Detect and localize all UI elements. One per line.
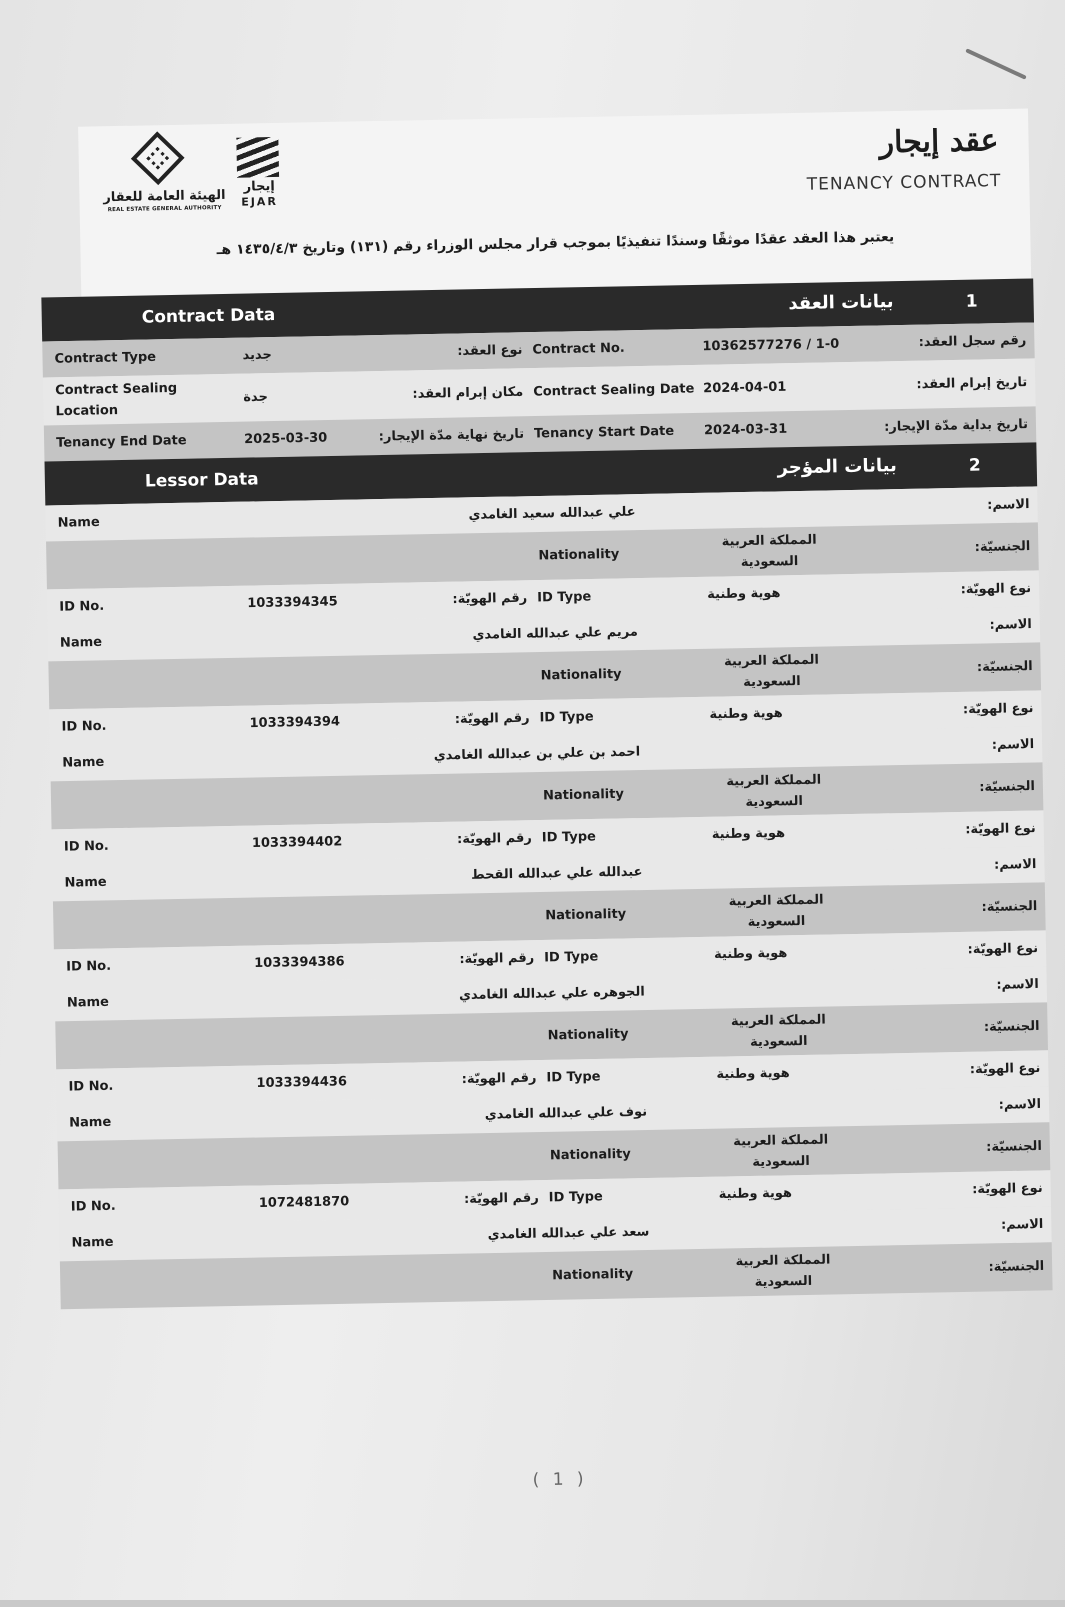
id-type-label-ar: نوع الهويّة: bbox=[967, 940, 1039, 958]
ejar-emblem-icon bbox=[236, 137, 279, 178]
section-title-en: Lessor Data bbox=[144, 469, 259, 492]
nationality-label-en: Nationality bbox=[549, 1146, 631, 1164]
field-value: جدة bbox=[243, 389, 269, 406]
page-number: ( 1 ) bbox=[532, 1469, 588, 1491]
field-label-en: Tenancy Start Date bbox=[533, 423, 675, 442]
nationality-label-ar: الجنسيّة: bbox=[976, 659, 1033, 676]
id-type-label-en: ID Type bbox=[548, 1189, 603, 1206]
id-no-label-ar: رقم الهويّة: bbox=[459, 950, 535, 968]
id-type-label-en: ID Type bbox=[537, 589, 592, 606]
contract-page bbox=[38, 108, 1058, 1607]
lessor-id-number: 1033394386 bbox=[254, 954, 345, 972]
id-type-label-ar: نوع الهويّة: bbox=[965, 821, 1036, 838]
lessor-nationality: المملكة العربية السعودية bbox=[723, 652, 820, 691]
lessor-nationality: المملكة العربية السعودية bbox=[721, 532, 817, 571]
id-no-label-ar: رقم الهويّة: bbox=[461, 1070, 537, 1088]
id-type-label-ar: نوع الهويّة: bbox=[972, 1180, 1043, 1198]
lessor-name: نوف علي عبدالله الغامدي bbox=[484, 1104, 648, 1123]
nationality-label-ar: الجنسيّة: bbox=[988, 1258, 1045, 1275]
nationality-label-en: Nationality bbox=[538, 546, 620, 564]
id-no-label-en: ID No. bbox=[59, 598, 105, 615]
name-label-en: Name bbox=[57, 514, 100, 531]
nationality-label-ar: الجنسيّة: bbox=[986, 1138, 1042, 1156]
id-type-label-en: ID Type bbox=[546, 1069, 601, 1086]
ejar-logo bbox=[228, 137, 289, 214]
name-label-en: Name bbox=[71, 1234, 114, 1251]
id-no-label-en: ID No. bbox=[66, 958, 112, 975]
lessor-id-type: هوية وطنية bbox=[713, 945, 788, 963]
field-label-en: Contract Sealing Date bbox=[533, 381, 695, 400]
name-label-en: Name bbox=[64, 874, 107, 891]
ejar-name-ar: إيجار bbox=[243, 178, 275, 195]
field-label-ar: مكان إبرام العقد: bbox=[412, 384, 524, 402]
field-value: 2024-03-31 bbox=[703, 421, 788, 439]
contract-table bbox=[41, 278, 1052, 1309]
id-no-label-ar: رقم الهويّة: bbox=[454, 710, 530, 728]
nationality-label-ar: الجنسيّة: bbox=[974, 539, 1031, 556]
field-label-en: Tenancy End Date bbox=[56, 433, 187, 451]
rega-name-en: REAL ESTATE GENERAL AUTHORITY bbox=[107, 205, 222, 214]
name-label-ar: الاسم: bbox=[987, 497, 1030, 513]
lessor-id-type: هوية وطنية bbox=[711, 825, 786, 843]
nationality-label-en: Nationality bbox=[552, 1266, 634, 1284]
id-no-label-en: ID No. bbox=[70, 1198, 116, 1215]
nationality-label-en: Nationality bbox=[547, 1026, 629, 1044]
lessor-nationality: المملكة العربية السعودية bbox=[730, 1012, 826, 1051]
nationality-label-ar: الجنسيّة: bbox=[981, 898, 1038, 916]
lessor-list bbox=[45, 486, 1052, 1309]
document-title-ar: عقد إيجار bbox=[879, 123, 999, 161]
id-type-label-ar: نوع الهويّة: bbox=[969, 1060, 1041, 1078]
lessor-id-number: 1072481870 bbox=[258, 1194, 350, 1211]
lessor-name: الجوهره علي عبدالله الغامدي bbox=[458, 984, 645, 1004]
name-label-en: Name bbox=[62, 754, 105, 771]
nationality-label-en: Nationality bbox=[542, 786, 625, 804]
field-label-en: Contract No. bbox=[532, 340, 625, 358]
legal-note: يعتبر هذا العقد عقدًا موثقًا وسندًا تنفيذيًا بموجب قرار مجلس الوزراء رقم (١٣١) وتاريخ ١٤٣٥/٤/٣ هـ bbox=[216, 229, 895, 259]
lessor-nationality: المملكة العربية السعودية bbox=[733, 1132, 829, 1170]
name-label-ar: الاسم: bbox=[989, 617, 1032, 633]
ejar-name-en: EJAR bbox=[241, 194, 278, 209]
lessor-nationality: المملكة العربية السعودية bbox=[728, 892, 824, 931]
id-type-label-en: ID Type bbox=[543, 949, 599, 966]
lessor-id-number: 1033394436 bbox=[256, 1074, 348, 1092]
nationality-label-ar: الجنسيّة: bbox=[983, 1018, 1040, 1036]
field-value: جديد bbox=[242, 347, 272, 364]
field-label-ar: نوع العقد: bbox=[457, 342, 523, 360]
name-label-ar: الاسم: bbox=[996, 976, 1039, 993]
lessor-id-number: 1033394345 bbox=[247, 594, 338, 612]
document-header bbox=[78, 109, 1031, 297]
id-type-label-ar: نوع الهويّة: bbox=[960, 581, 1032, 598]
rega-name-ar: الهيئة العامة للعقار bbox=[103, 187, 226, 206]
name-label-ar: الاسم: bbox=[991, 737, 1035, 753]
id-no-label-ar: رقم الهويّة: bbox=[456, 830, 532, 848]
rega-emblem-icon bbox=[131, 131, 185, 185]
rega-logo bbox=[98, 138, 229, 216]
field-label-ar: تاريخ إبرام العقد: bbox=[916, 375, 1028, 393]
section-number: 2 bbox=[968, 455, 981, 476]
field-value: 2025-03-30 bbox=[243, 430, 328, 448]
id-no-label-en: ID No. bbox=[63, 838, 109, 855]
name-label-en: Name bbox=[59, 634, 103, 651]
lessor-id-number: 1033394402 bbox=[251, 834, 343, 852]
section-title-en: Contract Data bbox=[141, 305, 276, 328]
nationality-label-en: Nationality bbox=[540, 666, 622, 684]
section-title-ar: بيانات العقد bbox=[788, 291, 894, 315]
lessor-id-type: هوية وطنية bbox=[718, 1185, 793, 1203]
lessor-id-type: هوية وطنية bbox=[709, 705, 783, 723]
name-label-en: Name bbox=[66, 994, 110, 1011]
lessor-id-type: هوية وطنية bbox=[707, 585, 781, 603]
section-title-ar: بيانات المؤجر bbox=[777, 455, 897, 479]
field-label-ar: تاريخ نهاية مدّة الإيجار: bbox=[378, 426, 525, 445]
id-type-label-en: ID Type bbox=[541, 829, 597, 846]
name-label-ar: الاسم: bbox=[1000, 1216, 1044, 1233]
lessor-name: مريم علي عبدالله الغامدي bbox=[472, 624, 639, 643]
field-value: 2024-04-01 bbox=[703, 379, 787, 397]
section-number: 1 bbox=[965, 291, 978, 312]
lessor-id-number: 1033394394 bbox=[249, 714, 341, 732]
field-label-ar: تاريخ بداية مدّة الإيجار: bbox=[883, 417, 1029, 435]
field-label-ar: رقم سجل العقد: bbox=[918, 333, 1027, 351]
id-type-label-en: ID Type bbox=[539, 709, 594, 726]
name-label-ar: الاسم: bbox=[998, 1096, 1042, 1113]
nationality-label-en: Nationality bbox=[545, 906, 627, 924]
nationality-label-ar: الجنسيّة: bbox=[979, 779, 1036, 796]
field-label-en: Contract Sealing Location bbox=[55, 380, 178, 420]
lessor-name: عبدالله علي عبدالله القحط bbox=[471, 864, 643, 883]
id-type-label-ar: نوع الهويّة: bbox=[962, 701, 1034, 718]
field-label-en: Contract Type bbox=[54, 349, 157, 367]
lessor-nationality: المملكة العربية السعودية bbox=[726, 772, 822, 811]
lessor-name: سعد علي عبدالله الغامدي bbox=[487, 1224, 650, 1243]
id-no-label-ar: رقم الهويّة: bbox=[452, 590, 528, 608]
name-label-ar: الاسم: bbox=[993, 856, 1037, 873]
id-no-label-ar: رقم الهويّة: bbox=[463, 1190, 539, 1208]
id-no-label-en: ID No. bbox=[68, 1078, 114, 1095]
field-value: 10362577276 / 1-0 bbox=[702, 336, 840, 355]
document-title-en: TENANCY CONTRACT bbox=[806, 171, 1002, 195]
name-label-en: Name bbox=[69, 1114, 112, 1131]
lessor-name: احمد بن علي بن عبدالله الغامدي bbox=[433, 744, 641, 764]
lessor-name: علي عبدالله سعيد الغامدي bbox=[468, 504, 636, 523]
id-no-label-en: ID No. bbox=[61, 718, 107, 735]
lessor-nationality: المملكة العربية السعودية bbox=[735, 1252, 831, 1290]
lessor-id-type: هوية وطنية bbox=[716, 1065, 790, 1083]
